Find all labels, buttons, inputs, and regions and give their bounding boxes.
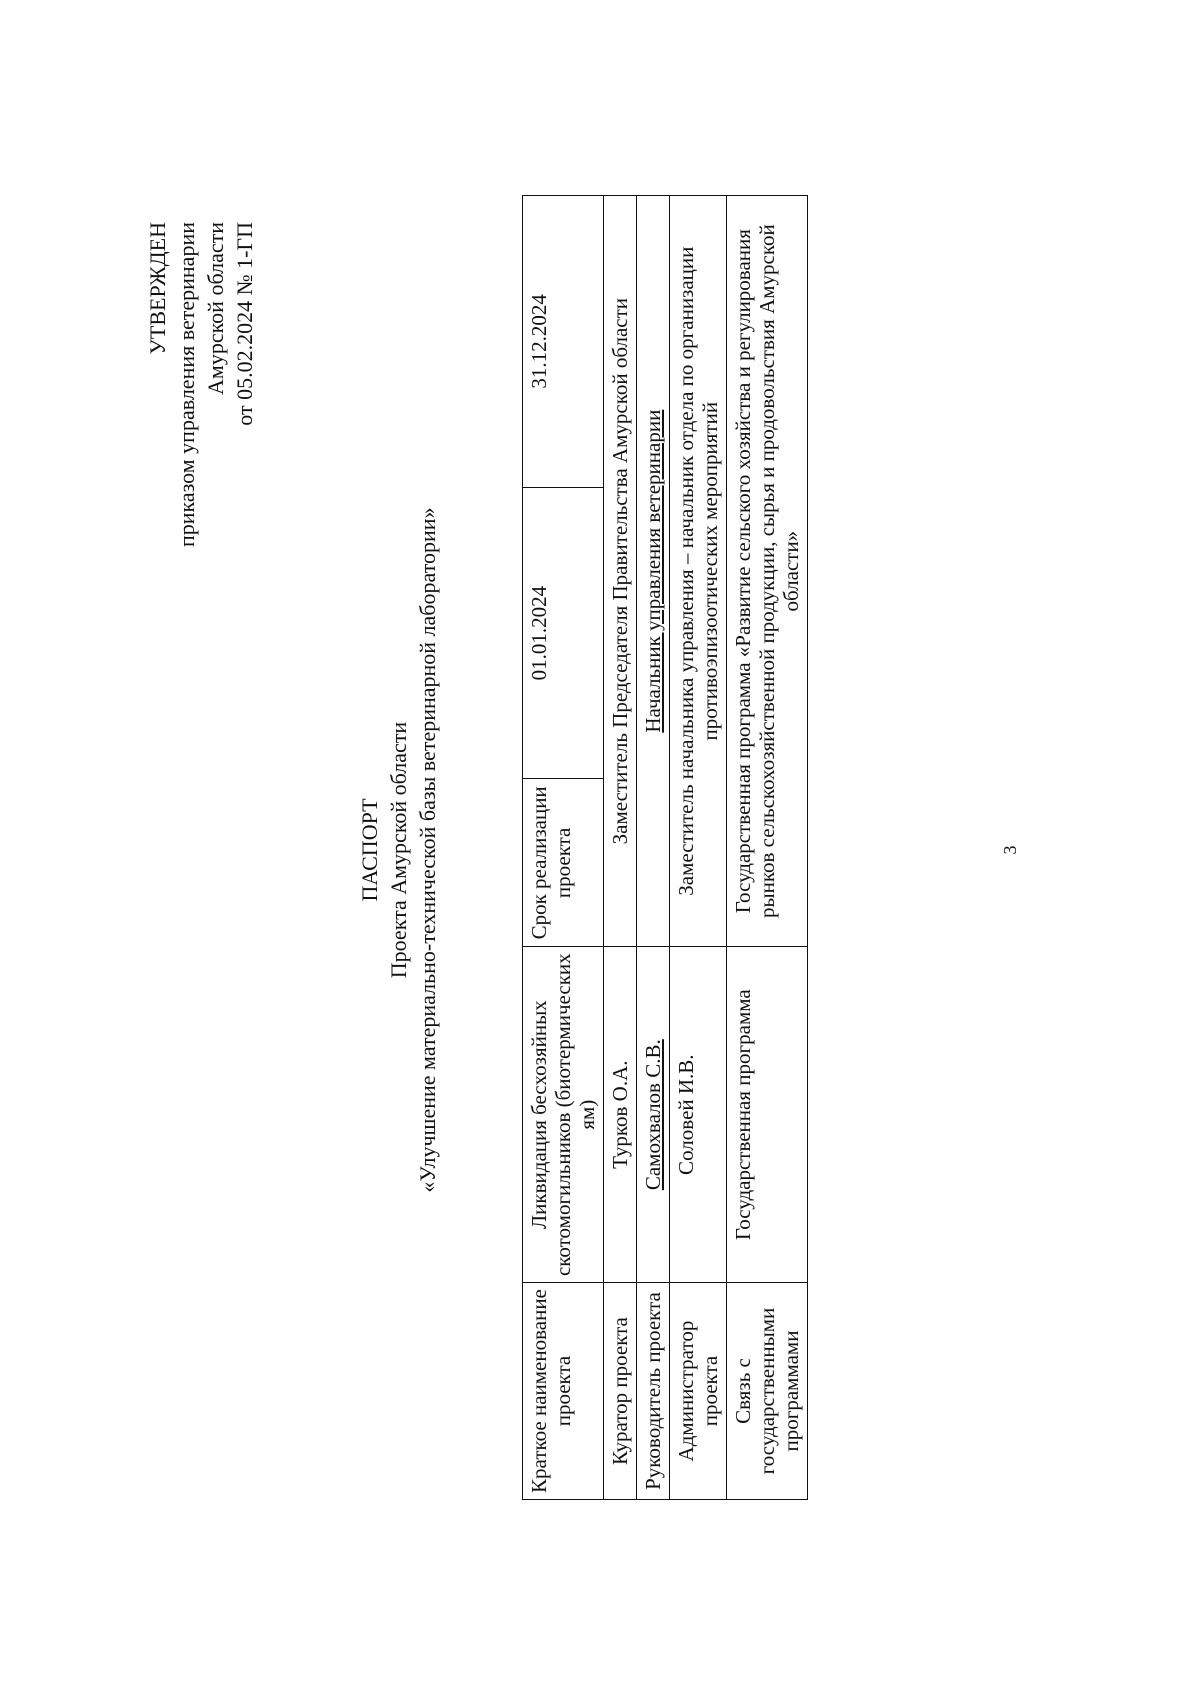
table-cell-position: Заместитель начальника управления – начальник отдела по организации противоэпизоотических мероприятий bbox=[670, 196, 727, 947]
table-cell-name: Государственная программа bbox=[727, 947, 808, 1283]
table-cell-name: Самохвалов С.В. bbox=[637, 947, 670, 1283]
title-line: ПАСПОРТ bbox=[357, 798, 382, 902]
document-title bbox=[355, 0, 442, 1700]
approval-line: Амурской области bbox=[203, 222, 228, 395]
approval-line: от 05.02.2024 № 1-ГП bbox=[232, 222, 257, 426]
table-cell-position: Заместитель Председателя Правительства Амурской области bbox=[604, 196, 637, 947]
table-row bbox=[670, 196, 727, 1500]
table-cell-term-label: Срок реализации проекта bbox=[523, 779, 604, 947]
approval-line: УТВЕРЖДЕН bbox=[145, 222, 170, 355]
table-cell-label: Краткое наименование проекта bbox=[523, 1283, 604, 1500]
table-cell-position: Начальник управления ветеринарии bbox=[637, 196, 670, 947]
table-row bbox=[523, 196, 604, 1500]
table-cell-value: Ликвидация бесхозяйных скотомогильников (биотермических ям) bbox=[523, 947, 604, 1283]
table-row bbox=[727, 196, 808, 1500]
project-passport-table bbox=[522, 195, 808, 1500]
page-number: 3 bbox=[1000, 845, 1020, 855]
table-cell-end-date: 31.12.2024 bbox=[523, 196, 604, 488]
table-cell-name: Соловей И.В. bbox=[670, 947, 727, 1283]
approval-block bbox=[143, 222, 259, 547]
table-row bbox=[637, 196, 670, 1500]
title-line: «Улучшение материально-технической базы ветеринарной лаборатории» bbox=[415, 507, 440, 1193]
table-cell-label: Руководитель проекта bbox=[637, 1283, 670, 1500]
table-row bbox=[604, 196, 637, 1500]
approval-line: приказом управления ветеринарии bbox=[174, 222, 199, 548]
table-cell-label: Администратор проекта bbox=[670, 1283, 727, 1500]
table-cell-name: Турков О.А. bbox=[604, 947, 637, 1283]
title-line: Проекта Амурской области bbox=[386, 721, 411, 979]
table-cell-position: Государственная программа «Развитие сельского хозяйства и регулирования рынков сельскохозяйственной продукции, сырья и продовольствия Амурской области» bbox=[727, 196, 808, 947]
table-cell-label: Связь с государственными программами bbox=[727, 1283, 808, 1500]
table-cell-start-date: 01.01.2024 bbox=[523, 487, 604, 779]
table-cell-label: Куратор проекта bbox=[604, 1283, 637, 1500]
